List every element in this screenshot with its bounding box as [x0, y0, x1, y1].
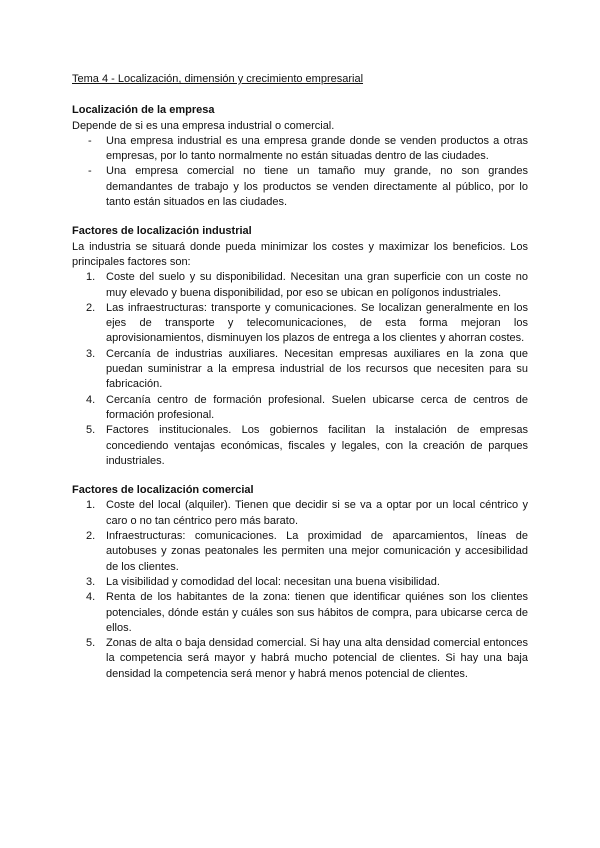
list-item: [72, 529, 528, 575]
list-item: [72, 301, 528, 347]
dash-bullet-icon: -: [88, 134, 92, 147]
list-number: 4.: [86, 591, 96, 604]
list-item-text: Coste del suelo y su disponibilidad. Necesitan una gran superficie con un coste no muy elevado y buena disponibilidad, por eso se ubican en polígonos industriales.: [106, 271, 528, 299]
list-item-text: Las infraestructuras: transporte y comunicaciones. Se localizan generalmente en los ejes de transporte y telecomunicaciones, de esta forma mejoran los aprovisionamientos, disminuyen los plazos de entrega a los clientes y ahorran costes.: [106, 301, 528, 345]
list-item-text: Una empresa comercial no tiene un tamaño muy grande, no son grandes demandantes de trabajo y los productos se venden directamente al público, por lo tanto están situados en las ciudades.: [106, 165, 528, 209]
section: [72, 483, 528, 682]
list-item: [72, 347, 528, 393]
list-number: 1.: [86, 271, 96, 284]
list-item: [72, 498, 528, 529]
section: [72, 103, 528, 210]
section: [72, 224, 528, 469]
section-heading: Factores de localización industrial: [72, 225, 252, 238]
list-item: [72, 393, 528, 424]
dash-bullet-icon: -: [88, 165, 92, 178]
list-number: 3.: [86, 347, 96, 360]
list-item-text: Una empresa industrial es una empresa grande donde se venden productos a otras empresas, por lo tanto normalmente no están situadas dentro de las ciudades.: [106, 134, 528, 163]
document-title: Tema 4 - Localización, dimensión y crecimiento empresarial: [72, 73, 364, 85]
dash-list: [72, 134, 528, 210]
list-item-text: Cercanía de industrias auxiliares. Necesitan empresas auxiliares en la zona que puedan suministrar a la empresa industrial de los recursos que necesiten para su fabricación.: [106, 347, 528, 391]
list-item: [72, 636, 528, 682]
sections-container: [72, 103, 528, 682]
list-item: [72, 270, 528, 301]
list-item-text: Renta de los habitantes de la zona: tienen que identificar quiénes son los clientes potenciales, dónde están y cuáles son sus hábitos de compra, para ubicarse cerca de ellos.: [106, 591, 528, 634]
numbered-list: [72, 270, 528, 469]
list-item-text: Factores institucionales. Los gobiernos facilitan la instalación de empresas concediendo ventajas económicas, fiscales y legales, con la creación de parques industriales.: [106, 424, 528, 467]
section-intro: Depende de si es una empresa industrial o comercial.: [72, 119, 335, 132]
list-number: 5.: [86, 424, 96, 437]
section-intro: La industria se situará donde pueda minimizar los costes y maximizar los beneficios. Los principales factores son:: [72, 240, 528, 268]
list-item-text: Infraestructuras: comunicaciones. La proximidad de aparcamientos, líneas de autobuses y zonas peatonales les permiten una mejor comunicación y accesibilidad de los clientes.: [106, 530, 528, 573]
list-item-text: Cercanía centro de formación profesional. Suelen ubicarse cerca de centros de formación profesional.: [106, 393, 528, 421]
list-number: 2.: [86, 530, 96, 543]
list-item-text: Zonas de alta o baja densidad comercial. Si hay una alta densidad comercial entonces la competencia será mayor y habrá mucho potencial de clientes. Si hay una baja densidad la competencia será menor y habrá menos potencial de clientes.: [106, 637, 528, 680]
list-item: [72, 164, 528, 210]
list-item: [72, 575, 528, 590]
section-heading: Localización de la empresa: [72, 104, 215, 117]
list-number: 2.: [86, 301, 96, 314]
list-item: [72, 590, 528, 636]
list-number: 1.: [86, 499, 96, 512]
list-number: 4.: [86, 393, 96, 406]
list-item-text: La visibilidad y comodidad del local: necesitan una buena visibilidad.: [106, 575, 440, 588]
list-number: 5.: [86, 637, 96, 650]
numbered-list: [72, 498, 528, 682]
list-number: 3.: [86, 575, 96, 588]
document-content: [72, 72, 528, 696]
list-item-text: Coste del local (alquiler). Tienen que decidir si se va a optar por un local céntrico y caro o no tan céntrico pero más barato.: [106, 499, 528, 527]
list-item: [72, 134, 528, 165]
list-item: [72, 423, 528, 469]
section-heading: Factores de localización comercial: [72, 484, 254, 497]
